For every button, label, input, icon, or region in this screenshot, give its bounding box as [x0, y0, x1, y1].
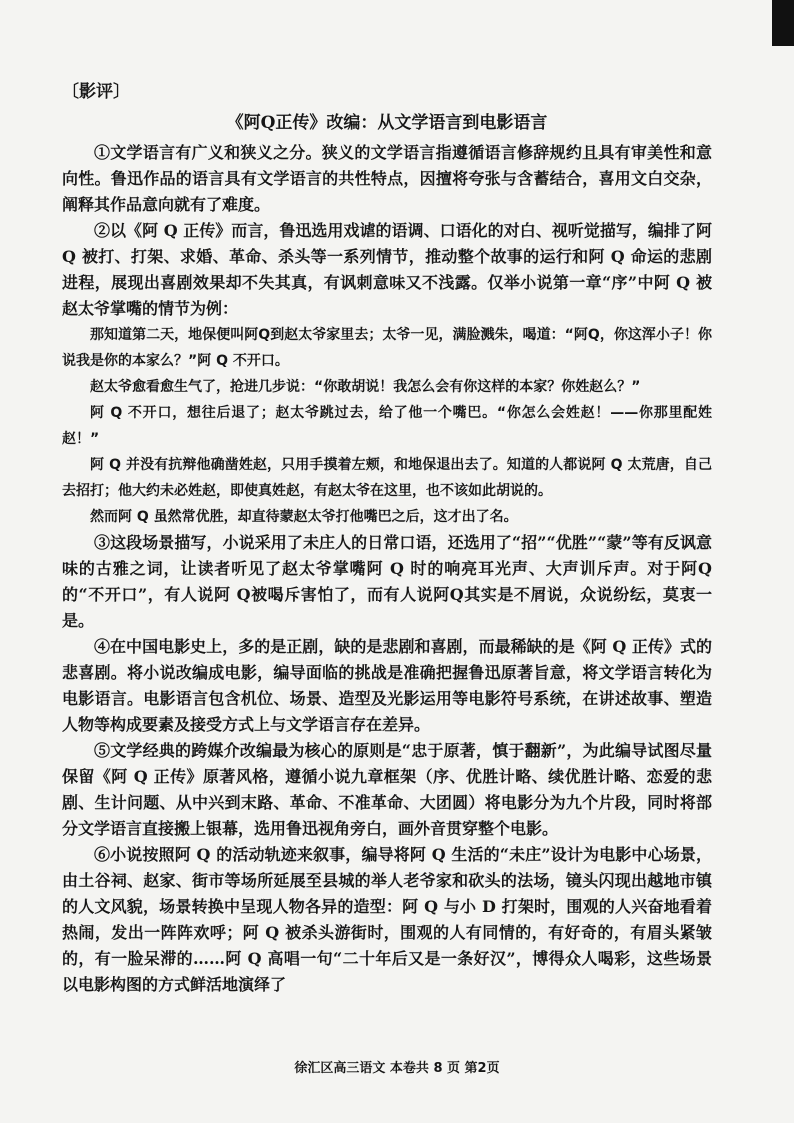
- paragraph-1: ①文学语言有广义和狭义之分。狭义的文学语言指遵循语言修辞规约且具有审美性和意向性。鲁迅作品的语言具有文学语言的共性特点，因擅将夸张与含蓄结合，喜用文白交杂，阐释其作品意向就有了难度。: [62, 143, 712, 214]
- paragraph-2: ②以《阿 Q 正传》而言，鲁迅选用戏谑的语调、口语化的对白、视听觉描写，编排了阿 Q 被打、打架、求婚、革命、杀头等一系列情节，推动整个故事的运行和阿 Q 命运的悲剧进程，展现出喜剧效果却不失其真，有讽刺意味又不浅露。仅举小说第一章“序”中阿 Q 被赵太爷掌嘴的情节为例：: [62, 221, 712, 318]
- quote-4: 阿 Q 并没有抗辩他确凿姓赵，只用手摸着左颊，和地保退出去了。知道的人都说阿 Q 太荒唐，自己去招打；他大约未必姓赵，即使真姓赵，有赵太爷在这里，也不该如此胡说的。: [62, 457, 712, 499]
- paragraph-3: ③这段场景描写，小说采用了未庄人的日常口语，还选用了“招”“优胜”“蒙”等有反讽意味的古雅之词，让读者听见了赵太爷掌嘴阿 Q 时的响亮耳光声、大声训斥声。对于阿Q的“不开口”，有人说阿 Q被喝斥害怕了，而有人说阿Q其实是不屑说，众说纷纭，莫衷一是。: [62, 533, 712, 630]
- section-label: 〔影评〕: [62, 82, 130, 102]
- article: [62, 80, 712, 998]
- paragraph-6: ⑥小说按照阿 Q 的活动轨迹来叙事，编导将阿 Q 生活的“未庄”设计为电影中心场景，由土谷祠、赵家、街市等场所延展至县城的举人老爷家和砍头的法场，镜头闪现出越地市镇的人文风貌，场景转换中呈现人物各异的造型：阿 Q 与小 D 打架时，围观的人兴奋地看着热闹，发出一阵阵欢呼；阿 Q 被杀头游街时，围观的人有同情的，有好奇的，有眉头紧皱的，有一脸呆滞的……阿 Q 高唱一句“二十年后又是一条好汉”，博得众人喝彩，这些场景以电影构图的方式鲜活地演绎了: [62, 845, 712, 994]
- quote-3: 阿 Q 不开口，想往后退了；赵太爷跳过去，给了他一个嘴巴。“你怎么会姓赵！——你那里配姓赵！”: [62, 405, 712, 447]
- page-footer: 徐汇区高三语文 本卷共 8 页 第2页: [294, 1061, 500, 1076]
- article-title: 《阿Q正传》改编：从文学语言到电影语言: [226, 113, 548, 133]
- quote-5: 然而阿 Q 虽然常优胜，却直待蒙赵太爷打他嘴巴之后，这才出了名。: [90, 509, 518, 525]
- quote-2: 赵太爷愈看愈生气了，抢进几步说：“你敢胡说！我怎么会有你这样的本家？你姓赵么？”: [90, 379, 641, 395]
- paragraph-5: ⑤文学经典的跨媒介改编最为核心的原则是“忠于原著，慎于翻新”，为此编导试图尽量保留《阿 Q 正传》原著风格，遵循小说九章框架（序、优胜计略、续优胜计略、恋爱的悲剧、生计问题、从中兴到末路、革命、不准革命、大团圆）将电影分为九个片段，同时将部分文学语言直接搬上银幕，选用鲁迅视角旁白，画外音贯穿整个电影。: [62, 741, 712, 838]
- quote-1: 那知道第二天，地保便叫阿Q到赵太爷家里去；太爷一见，满脸溅朱，喝道：“阿Q，你这浑小子！你说我是你的本家么？”阿 Q 不开口。: [62, 327, 712, 369]
- scan-edge-mark: [772, 0, 794, 46]
- paragraph-4: ④在中国电影史上，多的是正剧，缺的是悲剧和喜剧，而最稀缺的是《阿 Q 正传》式的悲喜剧。将小说改编成电影，编导面临的挑战是准确把握鲁迅原著旨意，将文学语言转化为电影语言。电影语言包含机位、场景、造型及光影运用等电影符号系统，在讲述故事、塑造人物等构成要素及接受方式上与文学语言存在差异。: [62, 637, 712, 734]
